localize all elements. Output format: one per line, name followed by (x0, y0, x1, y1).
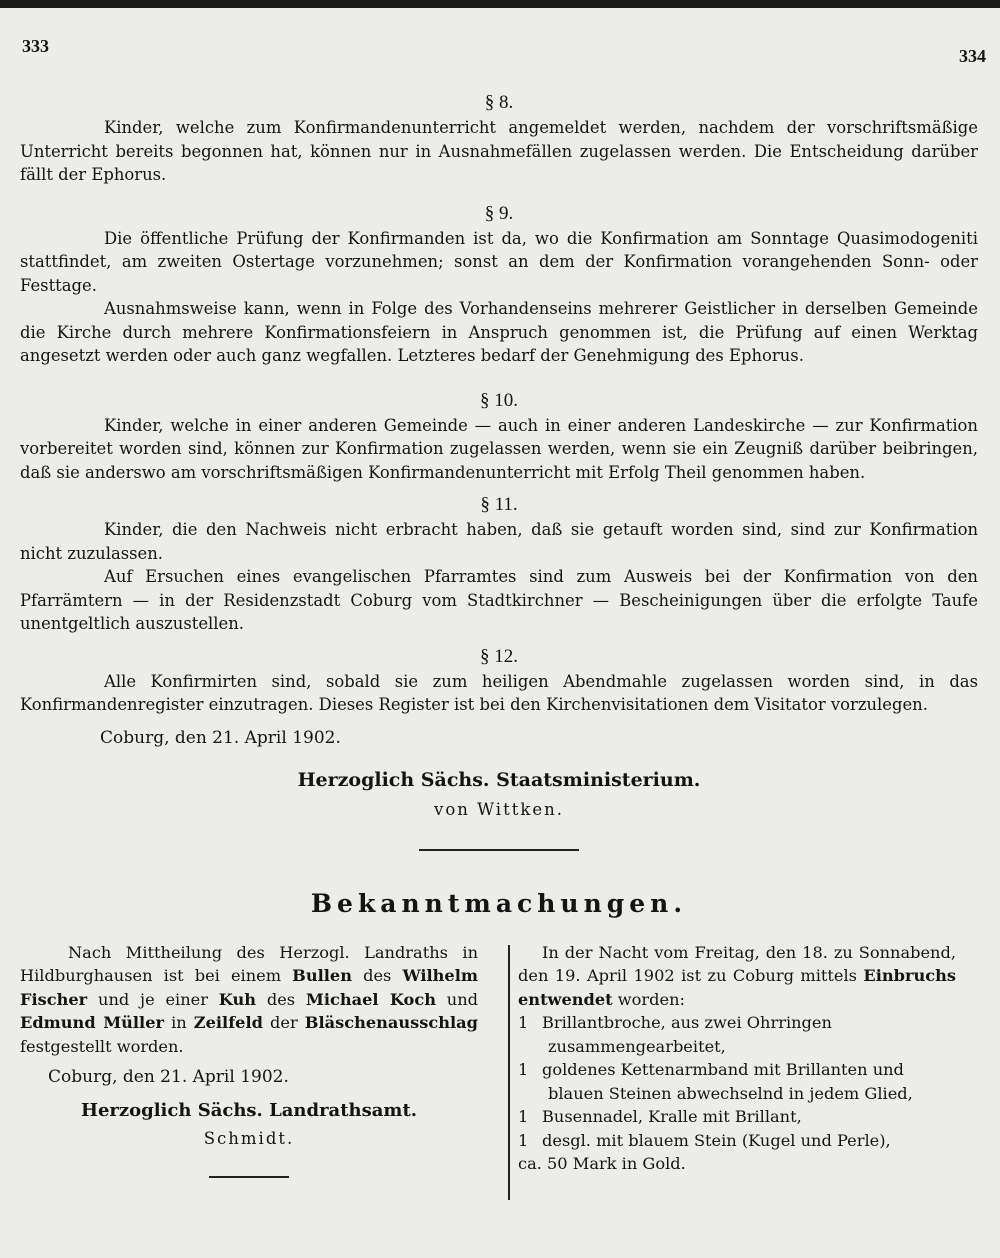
separator-rule (419, 849, 579, 851)
section-paragraph: Die öffentliche Prüfung der Konfirmanden ist da, wo die Konfirmation am Sonntage Quasimodogeniti stattfindet, am zweiten Ostertage vorzunehmen; sonst an dem der Konfirmation vorangehenden Sonn- oder Festtage. (20, 228, 978, 295)
page-number-left: 333 (22, 36, 49, 56)
announcement-left (20, 941, 488, 1179)
section-paragraph: Ausnahmsweise kann, wenn in Folge des Vorhandenseins mehrerer Geistlicher in derselben Gemeinde die Kirche durch mehrere Konfirmationsfeiern in Anspruch genommen ist, die Prüfung auf einen Werktag angesetzt werden oder auch ganz wegfallen. Letzteres bedarf der Genehmigung des Ephorus. (20, 299, 978, 365)
announcements-columns (20, 941, 978, 1179)
section-8 (20, 90, 978, 187)
section-paragraph: Kinder, welche zum Konfirmandenunterricht angemeldet werden, nachdem der vorschriftsmäßige Unterricht bereits begonnen hat, können nur in Ausnahmefällen zugelassen werden. Die Entscheidung darüber fällt der Ephorus. (20, 118, 978, 184)
list-item: 1 goldenes Kettenarmband mit Brillanten und blauen Steinen abwechselnd in jedem Glied, (518, 1060, 913, 1103)
page-number-right: 334 (959, 46, 986, 66)
closing-authority: Herzoglich Sächs. Staatsministerium. (297, 768, 701, 791)
list-item: 1 Busennadel, Kralle mit Brillant, (518, 1107, 802, 1126)
announcement-right (488, 941, 956, 1179)
section-paragraph: Alle Konfirmirten sind, sobald sie zum heiligen Abendmahle zugelassen worden sind, in das Konfirmandenregister einzutragen. Dieses Register ist bei den Kirchenvisitationen dem Visitator vorzulegen. (20, 671, 978, 714)
column-divider (508, 945, 510, 1200)
stolen-items-list (518, 1011, 956, 1152)
scan-top-border (0, 0, 1000, 8)
section-heading: § 12. (480, 645, 518, 667)
section-heading: § 10. (480, 389, 518, 411)
section-heading: § 9. (484, 202, 514, 224)
announcement-left-signer: Schmidt. (203, 1129, 295, 1148)
list-item: 1 desgl. mit blauem Stein (Kugel und Perle), (518, 1130, 891, 1150)
announcement-left-rule (209, 1176, 289, 1178)
stolen-items-total: ca. 50 Mark in Gold. (518, 1154, 686, 1173)
closing-signer: von Wittken. (434, 799, 564, 819)
section-paragraph: Auf Ersuchen eines evangelischen Pfarramtes sind zum Ausweis bei der Konfirmation von den Pfarrämtern — in der Residenzstadt Coburg vom Stadtkirchner — Bescheinigungen über die erfolgte Taufe unentgeltlich auszustellen. (20, 567, 978, 633)
main-content (20, 90, 978, 1178)
section-10 (20, 388, 978, 485)
section-heading: § 8. (484, 92, 514, 113)
announcement-left-text: Nach Mittheilung des Herzogl. Landraths in Hildburghausen ist bei einem Bullen des Wilhelm Fischer und je einer Kuh des Michael Koch und Edmund Müller in Zeilfeld der Bläschenausschlag festgestellt worden. (20, 942, 479, 1056)
section-9 (20, 201, 978, 368)
section-heading: § 11. (480, 494, 518, 515)
announcement-left-place-date: Coburg, den 21. April 1902. (48, 1067, 289, 1087)
announcement-right-text: In der Nacht vom Freitag, den 18. zu Sonnabend, den 19. April 1902 ist zu Coburg mittels Einbruchs entwendet worden: (518, 942, 956, 1009)
list-item: 1 Brillantbroche, aus zwei Ohrringen zusammengearbeitet, (518, 1013, 832, 1056)
closing-place-date: Coburg, den 21. April 1902. (100, 727, 341, 748)
section-11 (20, 492, 978, 636)
announcement-left-office: Herzoglich Sächs. Landrathsamt. (80, 1100, 418, 1121)
section-12 (20, 644, 978, 717)
section-paragraph: Kinder, welche in einer anderen Gemeinde — auch in einer anderen Landeskirche — zur Konfirmation vorbereitet worden sind, können zur Konfirmation zugelassen werden, wenn sie ein Zeugniß darüber beibringen, daß sie anderswo am vorschriftsmäßigen Konfirmandenunterricht mit Erfolg Theil genommen haben. (20, 415, 978, 482)
section-paragraph: Kinder, die den Nachweis nicht erbracht haben, daß sie getauft worden sind, sind zur Konfirmation nicht zuzulassen. (20, 520, 978, 563)
announcements-heading: Bekanntmachungen. (310, 888, 688, 918)
